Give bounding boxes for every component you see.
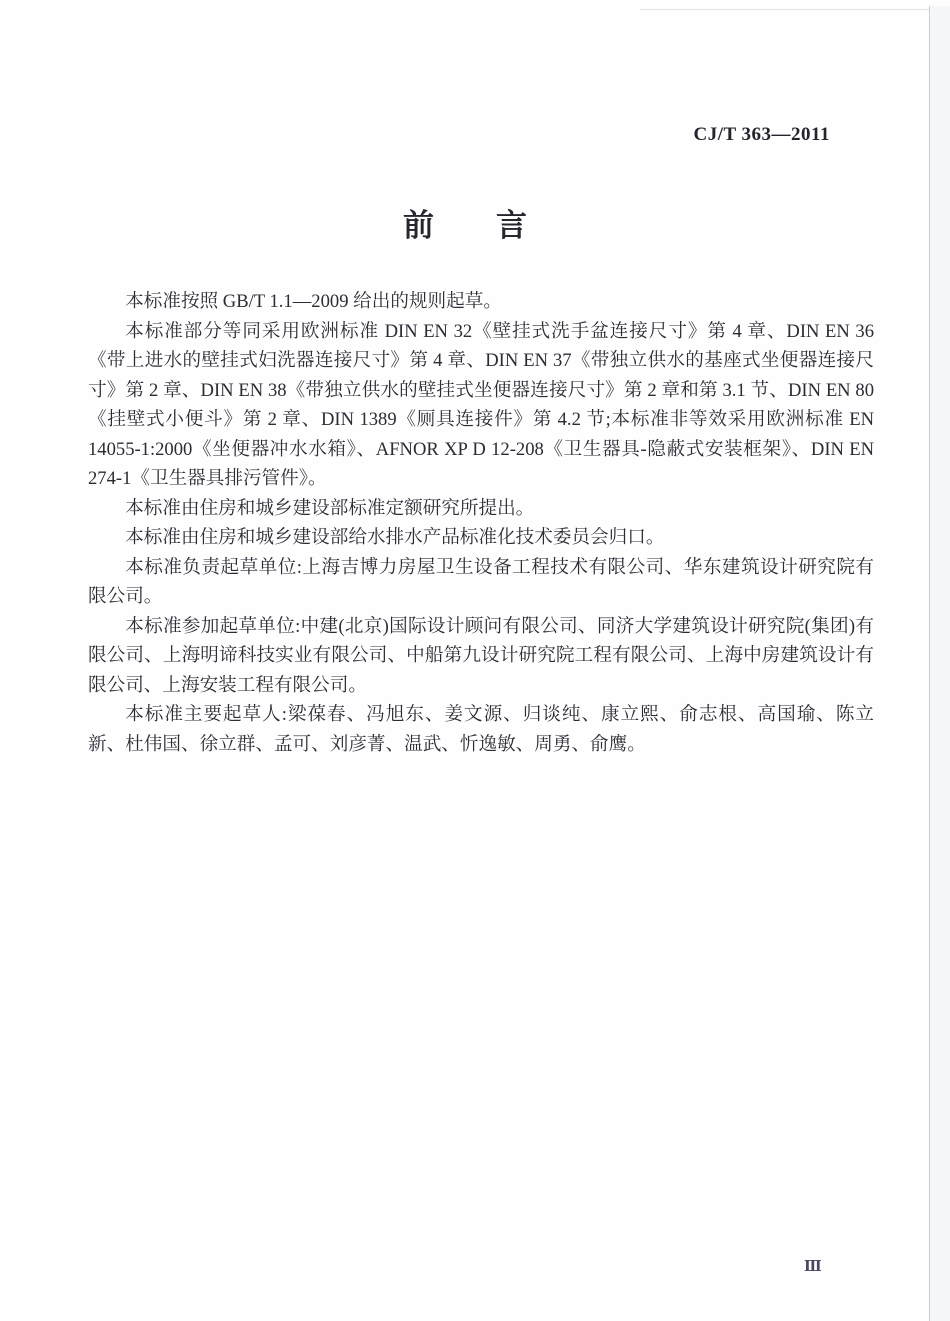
paragraph-chief-drafters: 本标准主要起草人:梁葆春、冯旭东、姜文源、归谈纯、康立熙、俞志根、高国瑜、陈立新、杜伟国、徐立群、孟可、刘彦菁、温武、忻逸敏、周勇、俞鹰。	[88, 704, 874, 755]
scan-edge-right	[929, 6, 950, 1321]
paragraph-drafting-rules: 本标准按照 GB/T 1.1—2009 给出的规则起草。	[125, 291, 502, 312]
paragraph-adopted-standards: 本标准部分等同采用欧洲标准 DIN EN 32《壁挂式洗手盆连接尺寸》第 4 章、DIN EN 36《带上进水的壁挂式妇洗器连接尺寸》第 4 章、DIN EN 37《带独立供水的基座式坐便器连接尺寸》第 2 章、DIN EN 38《带独立供水的壁挂式坐便器连接尺寸》第 2 章和第 3.1 节、DIN EN 80《挂壁式小便斗》第 2 章、DIN 1389《厕具连接件》第 4.2 节;本标准非等效采用欧洲标准 EN 14055-1:2000《坐便器冲水水箱》、AFNOR XP D 12-208《卫生器具-隐蔽式安装框架》、DIN EN 274-1《卫生器具排污管件》。	[88, 320, 874, 489]
document-body	[88, 287, 874, 759]
paragraph-participating-units: 本标准参加起草单位:中建(北京)国际设计顾问有限公司、同济大学建筑设计研究院(集团)有限公司、上海明谛科技实业有限公司、中船第九设计研究院工程有限公司、上海中房建筑设计有限公司、上海安装工程有限公司。	[88, 615, 874, 696]
paragraph-proposed-by: 本标准由住房和城乡建设部标准定额研究所提出。	[125, 497, 535, 519]
page-title: 前 言	[403, 208, 527, 243]
page-number: Ⅲ	[804, 1259, 823, 1275]
standard-number: CJ/T 363—2011	[693, 124, 830, 145]
paragraph-under-jurisdiction: 本标准由住房和城乡建设部给水排水产品标准化技术委员会归口。	[125, 527, 665, 548]
paragraph-chief-drafting-units: 本标准负责起草单位:上海吉博力房屋卫生设备工程技术有限公司、华东建筑设计研究院有限公司。	[88, 556, 874, 607]
scan-edge-top	[640, 9, 930, 10]
